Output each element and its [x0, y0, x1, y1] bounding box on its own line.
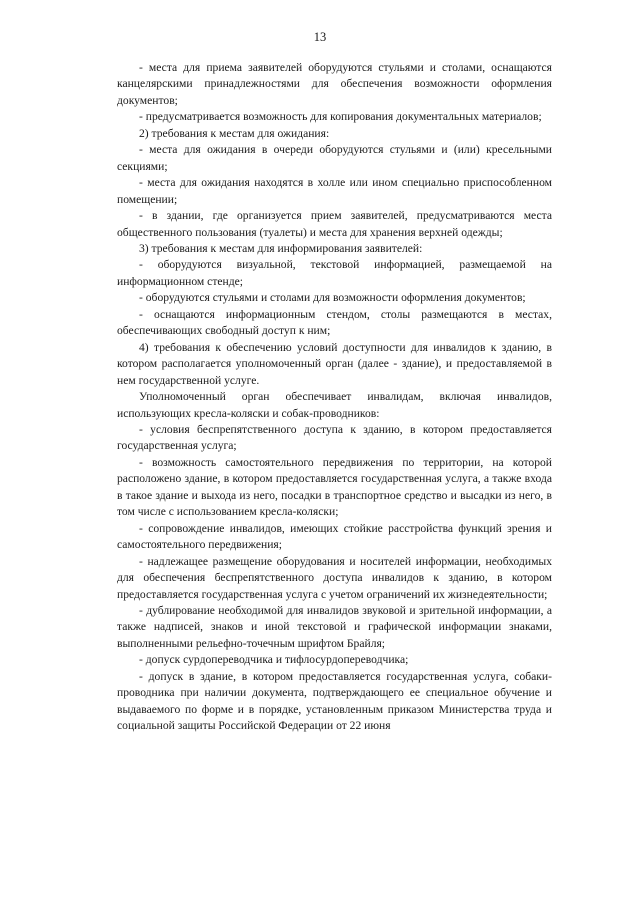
paragraph: - оснащаются информационным стендом, столы размещаются в местах, обеспечивающих свободный доступ к ним;	[117, 307, 552, 338]
paragraph: 4) требования к обеспечению условий доступности для инвалидов к зданию, в котором располагается уполномоченный орган (далее - здание), и предоставляемой в нем государственной услуге.	[117, 340, 552, 387]
paragraph: - в здании, где организуется прием заявителей, предусматриваются места общественного пользования (туалеты) и места для хранения верхней одежды;	[117, 209, 552, 239]
paragraph: 3) требования к местам для информирования заявителей:	[139, 241, 423, 255]
paragraph: - места для ожидания находятся в холле или ином специально приспособленном помещении;	[117, 176, 552, 206]
paragraph: - допуск сурдопереводчика и тифлосурдопереводчика;	[139, 653, 409, 667]
paragraph: - места для приема заявителей оборудуются стульями и столами, оснащаются канцелярскими принадлежностями для обеспечения возможности оформления документов;	[117, 61, 552, 107]
paragraph: - условия беспрепятственного доступа к зданию, в котором предоставляется государственная услуга;	[117, 422, 552, 453]
paragraph: Уполномоченный орган обеспечивает инвалидам, включая инвалидов, использующих кресла-коляски и собак-проводников:	[117, 390, 552, 420]
paragraph: - дублирование необходимой для инвалидов звуковой и зрительной информации, а также надписей, знаков и иной текстовой и графической информации знаками, выполненными рельефно-точечным шрифтом Брайля;	[117, 603, 552, 650]
paragraph: - сопровождение инвалидов, имеющих стойкие расстройства функций зрения и самостоятельного передвижения;	[117, 521, 552, 552]
paragraph: - возможность самостоятельного передвижения по территории, на которой расположено здание, в котором предоставляется государственная услуга, а также входа в такое здание и выхода из него, посадки в транспортное средство и высадки из него, в том числе с использованием кресла-коляски;	[117, 455, 552, 519]
paragraph: - оборудуются стульями и столами для возможности оформления документов;	[139, 291, 526, 305]
body-text	[117, 60, 552, 735]
paragraph: - места для ожидания в очереди оборудуются стульями и (или) кресельными секциями;	[117, 143, 552, 173]
paragraph: - предусматривается возможность для копирования документальных материалов;	[139, 110, 542, 124]
paragraph: 2) требования к местам для ожидания:	[139, 126, 330, 140]
paragraph: - допуск в здание, в котором предоставляется государственная услуга, собаки-проводника при наличии документа, подтверждающего ее специальное обучение и выдаваемого по форме и в порядке, установленным приказом Министерства труда и социальной защиты Российской Федерации от 22 июня	[117, 669, 552, 733]
paragraph: - оборудуются визуальной, текстовой информацией, размещаемой на информационном стенде;	[117, 258, 552, 288]
page-number: 13	[313, 30, 327, 44]
paragraph: - надлежащее размещение оборудования и носителей информации, необходимых для обеспечения беспрепятственного доступа инвалидов к зданию, в котором предоставляется государственная услуга с учетом ограничений их жизнедеятельности;	[117, 554, 552, 601]
